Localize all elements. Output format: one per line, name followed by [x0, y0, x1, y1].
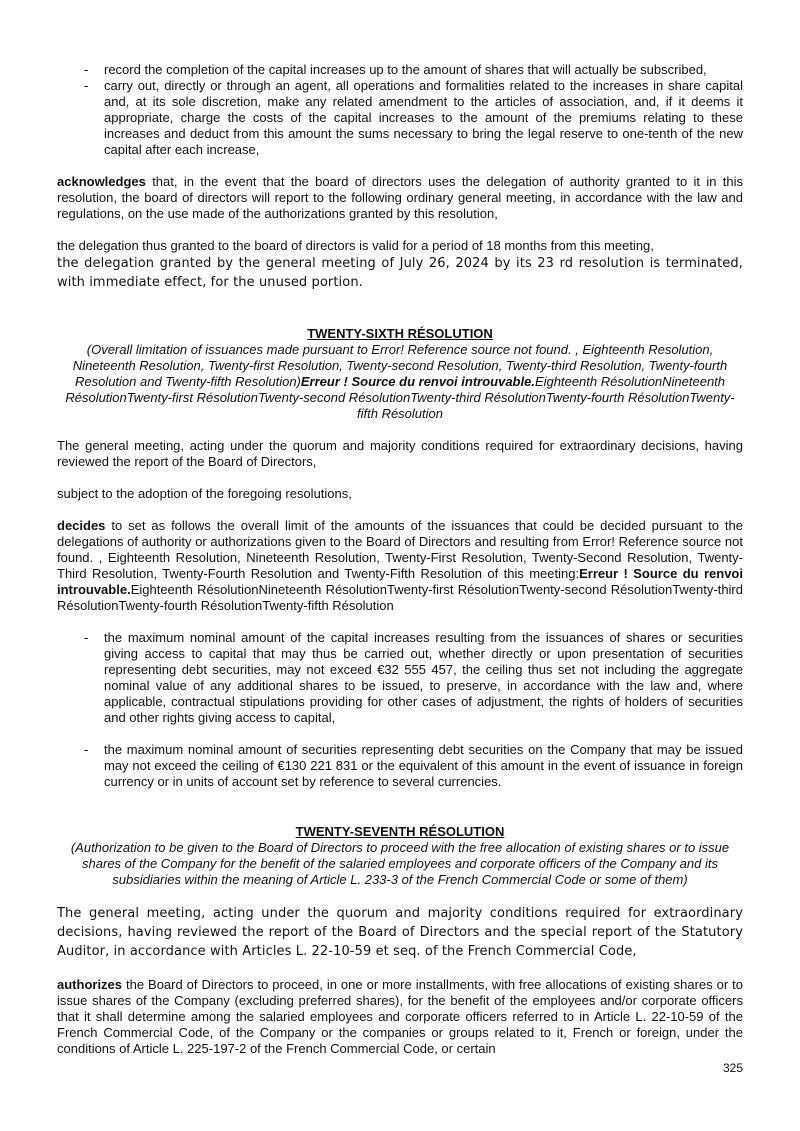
validity-paragraph: the delegation thus granted to the board of directors is valid for a period of 18 months from this meeting, [57, 238, 654, 253]
resolution-27 [57, 824, 743, 1057]
bullet-dash: - [84, 630, 89, 645]
resolution-27-subtitle: (Authorization to be given to the Board of Directors to proceed with the free allocation of existing shares or to issue shares of the Company for the benefit of the salaried employees and corporate officers of the Company and its subsidiaries within the meaning of Article L. 233-3 of the French Commercial Code or some of them) [70, 840, 730, 887]
resolution-27-intro: The general meeting, acting under the quorum and majority conditions required for extraordinary decisions, having reviewed the report of the Board of Directors and the special report of the Statutory Auditor, in accordance with Articles L. 22-10-59 et seq. of the French Commercial Code, [57, 906, 743, 959]
resolution-26-subtitle: (Overall limitation of issuances made pursuant to Error! Reference source not found. , Eighteenth Resolution, Nineteenth Resolution, Twenty-first Resolution, Twenty-second Resolution, Twenty-third Resolution, Twenty-fourth Resolution and Twenty-fifth Resolution)Erreur ! Source du renvoi introuvable.Eighteenth RésolutionNineteenth RésolutionTwenty-first RésolutionTwenty-second RésolutionTwenty-third RésolutionTwenty-fourth RésolutionTwenty-fifth Résolution [65, 342, 735, 421]
resolution-26-intro: The general meeting, acting under the quorum and majority conditions required for extraordinary decisions, having reviewed the report of the Board of Directors, [57, 438, 743, 469]
list-item: - the maximum nominal amount of securities representing debt securities on the Company that may be issued may not exceed the ceiling of €130 221 831 or the equivalent of this amount in the event of issuance in foreign currency or in units of account set by reference to several currencies. [84, 742, 743, 789]
list-item: - carry out, directly or through an agent, all operations and formalities related to the increases in share capital and, at its sole discretion, make any related amendment to the articles of association, and, if it deems it appropriate, charge the costs of the capital increases to the amount of the premiums relating to these increases and deduct from this amount the sums necessary to bring the legal reserve to one-tenth of the new capital after each increase, [84, 78, 743, 157]
bullet-dash: - [84, 78, 89, 93]
page-number: 325 [722, 1061, 743, 1075]
resolution-26-bullet-list [57, 630, 743, 790]
acknowledges-keyword: acknowledges [57, 174, 146, 189]
resolution-26-decides: decides to set as follows the overall limit of the amounts of the issuances that could be decided pursuant to the delegations of authority or authorizations given to the Board of Directors and resulting from Error! Reference source not found. , Eighteenth Resolution, Nineteenth Resolution, Twenty-First Resolution, Twenty-Second Resolution, Twenty-Third Resolution, Twenty-Fourth Resolution and Twenty-Fifth Resolution of this meeting:Erreur ! Source du renvoi introuvable.Eighteenth RésolutionNineteenth RésolutionTwenty-first RésolutionTwenty-second RésolutionTwenty-third RésolutionTwenty-fourth RésolutionTwenty-fifth Résolution [57, 518, 743, 613]
resolution-26 [57, 326, 743, 790]
list-item: - record the completion of the capital increases up to the amount of shares that will actually be subscribed, [84, 62, 707, 77]
bullet-dash: - [84, 62, 89, 77]
reference-error: Erreur ! Source du renvoi introuvable. [57, 566, 743, 597]
resolution-27-authorizes: authorizes the Board of Directors to proceed, in one or more installments, with free allocations of existing shares or to issue shares of the Company (excluding preferred shares), for the benefit of the employees and/or corporate officers that it shall determine among the salaried employees and corporate officers referred to in Article L. 22-10-59 of the French Commercial Code, of the Company or the companies or groups related to it, French or foreign, under the conditions of Article L. 225-197-2 of the French Commercial Code, or certain [57, 977, 743, 1056]
resolution-26-title: TWENTY-SIXTH RÉSOLUTION [307, 326, 493, 341]
decides-keyword: decides [57, 518, 106, 533]
document-page [57, 62, 743, 1057]
resolution-27-title: TWENTY-SEVENTH RÉSOLUTION [295, 824, 505, 839]
bullet-dash: - [84, 742, 89, 757]
top-bullet-list [57, 62, 743, 158]
list-item: - the maximum nominal amount of the capital increases resulting from the issuances of shares or securities giving access to capital that may thus be carried out, whether directly or upon presentation of securities representing debt securities, may not exceed €32 555 457, the ceiling thus set not including the aggregate nominal value of any additional shares to be issued, to preserve, in accordance with the law and, where applicable, contractual stipulations providing for other cases of adjustment, the rights of holders of securities and other rights giving access to capital, [84, 630, 743, 725]
terminated-paragraph: the delegation granted by the general meeting of July 26, 2024 by its 23 rd resolution is terminated, with immediate effect, for the unused portion. [57, 256, 743, 290]
authorizes-keyword: authorizes [57, 977, 123, 992]
resolution-26-subject: subject to the adoption of the foregoing resolutions, [57, 486, 352, 501]
acknowledges-paragraph: acknowledges that, in the event that the board of directors uses the delegation of authority granted to it in this resolution, the board of directors will report to the following ordinary general meeting, in accordance with the law and regulations, on the use made of the authorizations granted by this resolution, [57, 174, 743, 221]
reference-error: Erreur ! Source du renvoi introuvable. [300, 374, 535, 389]
